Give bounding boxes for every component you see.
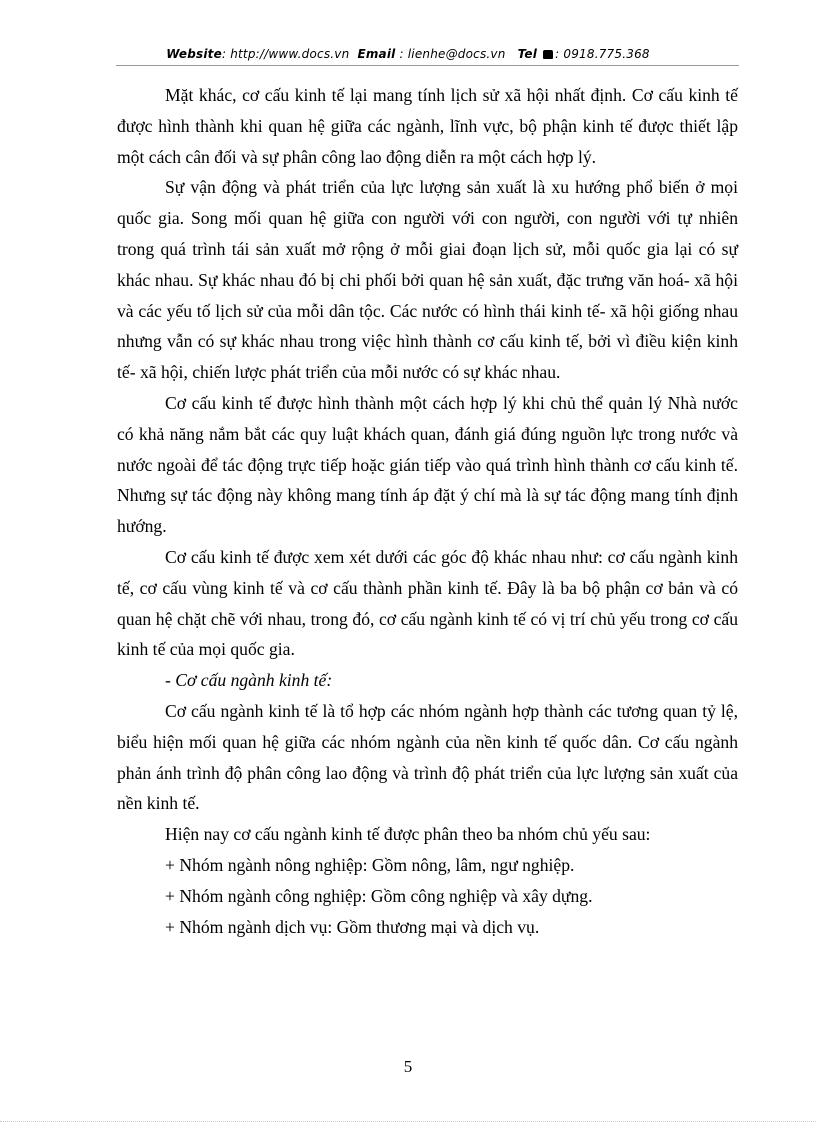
list-item: + Nhóm ngành dịch vụ: Gồm thương mại và dịch vụ. (165, 916, 540, 937)
paragraph: Hiện nay cơ cấu ngành kinh tế được phân theo ba nhóm chủ yếu sau: (165, 824, 651, 845)
website-value: : http://www.docs.vn (221, 47, 350, 61)
page-number: 5 (403, 1057, 413, 1076)
header-divider (116, 65, 739, 66)
tel-value: : 0918.775.368 (555, 47, 650, 61)
list-item: + Nhóm ngành công nghiệp: Gồm công nghiệp và xây dựng. (165, 885, 593, 906)
section-subheading: - Cơ cấu ngành kinh tế: (165, 670, 333, 691)
page-header (0, 47, 816, 61)
email-value: : lienhe@docs.vn (399, 47, 506, 61)
document-body (117, 80, 738, 942)
email-label: Email (357, 47, 396, 61)
paragraph: Cơ cấu kinh tế được hình thành một cách hợp lý khi chủ thể quản lý Nhà nước có khả năng nắm bắt các quy luật khách quan, đánh giá đúng nguồn lực trong nước và nước ngoài để tác động trực tiếp hoặc gián tiếp vào quá trình hình thành cơ cấu kinh tế. Nhưng sự tác động này không mang tính áp đặt ý chí mà là sự tác động mang tính định hướng. (117, 392, 738, 537)
paragraph: Cơ cấu ngành kinh tế là tổ hợp các nhóm ngành hợp thành các tương quan tỷ lệ, biểu hiện mối quan hệ giữa các nhóm ngành của nền kinh tế quốc dân. Cơ cấu ngành phản ánh trình độ phân công lao động và trình độ phát triển của lực lượng sản xuất của nền kinh tế. (117, 700, 738, 814)
tel-label: Tel (517, 47, 538, 61)
paragraph: Cơ cấu kinh tế được xem xét dưới các góc độ khác nhau như: cơ cấu ngành kinh tế, cơ cấu vùng kinh tế và cơ cấu thành phần kinh tế. Đây là ba bộ phận cơ bản và có quan hệ chặt chẽ với nhau, trong đó, cơ cấu ngành kinh tế có vị trí chủ yếu trong cơ cấu kinh tế của mọi quốc gia. (117, 546, 738, 660)
website-label: Website (166, 47, 222, 61)
paragraph: Mặt khác, cơ cấu kinh tế lại mang tính lịch sử xã hội nhất định. Cơ cấu kinh tế được hình thành khi quan hệ giữa các ngành, lĩnh vực, bộ phận kinh tế được thiết lập một cách cân đối và sự phân công lao động diễn ra một cách hợp lý. (117, 85, 738, 167)
paragraph: Sự vận động và phát triển của lực lượng sản xuất là xu hướng phổ biến ở mọi quốc gia. Song mối quan hệ giữa con người với con người, con người với tự nhiên trong quá trình tái sản xuất mở rộng ở mỗi giai đoạn lịch sử, mỗi quốc gia lại có sự khác nhau. Sự khác nhau đó bị chi phối bởi quan hệ sản xuất, đặc trưng văn hoá- xã hội và các yếu tố lịch sử của mỗi dân tộc. Các nước có hình thái kinh tế- xã hội giống nhau nhưng vẫn có sự khác nhau trong việc hình thành cơ cấu kinh tế, bởi vì điều kiện kinh tế- xã hội, chiến lược phát triển của mỗi nước có sự khác nhau. (117, 177, 738, 383)
page-bottom-divider (0, 1121, 816, 1122)
phone-icon (543, 50, 553, 59)
list-item: + Nhóm ngành nông nghiệp: Gồm nông, lâm, ngư nghiệp. (165, 854, 575, 875)
